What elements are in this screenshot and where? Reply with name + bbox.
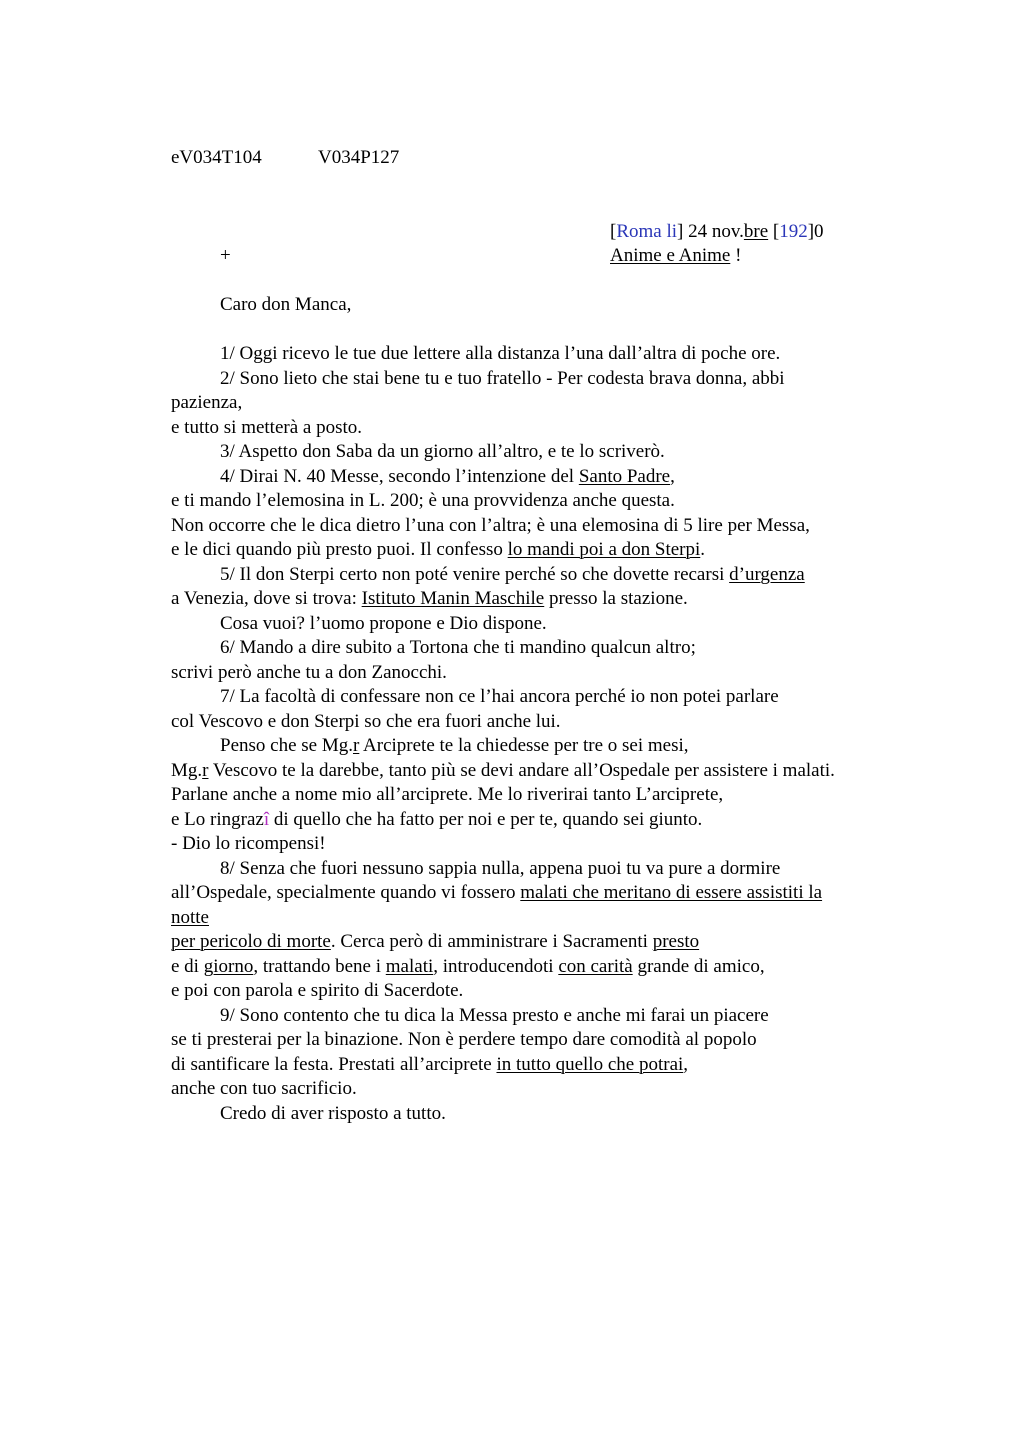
text-span: e di bbox=[171, 955, 204, 977]
underlined-text: con carità bbox=[558, 955, 633, 977]
text-line: anche con tuo sacrificio. bbox=[171, 1078, 357, 1099]
dateline bbox=[610, 220, 824, 245]
salutation: Caro don Manca, bbox=[220, 294, 352, 315]
text-line: Cosa vuoi? l’uomo propone e Dio dispone. bbox=[220, 612, 547, 634]
text-line: - Dio lo ricompensi! bbox=[171, 833, 326, 854]
text-line: Non occorre che le dica dietro l’una con l’altra; è una elemosina di 5 lire per Messa, bbox=[171, 514, 810, 536]
text-line bbox=[171, 906, 951, 931]
text-span: , introducendoti bbox=[433, 955, 559, 977]
text-line bbox=[171, 734, 951, 759]
text-line: Parlane anche a nome mio all’arciprete. Me lo riverirai tanto L’arciprete, bbox=[171, 784, 724, 805]
underlined-text: r bbox=[352, 735, 360, 756]
underlined-text: per pericolo di morte bbox=[171, 931, 331, 952]
underlined-text: malati bbox=[385, 955, 434, 977]
text-line bbox=[171, 538, 951, 563]
bracket: ] bbox=[677, 221, 684, 242]
text-line: 8/ Senza che fuori nessuno sappia nulla, appena puoi tu va pure a dormire bbox=[220, 857, 781, 879]
text-line: pazienza, bbox=[171, 392, 243, 413]
text-span: e le dici quando più presto puoi. Il confesso bbox=[171, 539, 508, 560]
text-line bbox=[171, 587, 951, 612]
cross-symbol: + bbox=[220, 245, 231, 266]
text-span: 5/ Il don Sterpi certo non poté venire perché so che dovette recarsi bbox=[220, 563, 730, 585]
text-line: 9/ Sono contento che tu dica la Messa presto e anche mi farai un piacere bbox=[220, 1004, 769, 1026]
place-name: Roma li bbox=[616, 221, 678, 242]
text-line: Credo di aver risposto a tutto. bbox=[220, 1102, 446, 1124]
text-span: Mg. bbox=[171, 759, 203, 781]
underlined-text: d’urgenza bbox=[729, 563, 805, 585]
motto-tail: ! bbox=[730, 245, 742, 266]
bracket: [ bbox=[768, 221, 780, 242]
motto-text: Anime e Anime bbox=[610, 245, 731, 266]
text-line: 1/ Oggi ricevo le tue due lettere alla distanza l’una dall’altra di poche ore. bbox=[220, 343, 781, 364]
text-line bbox=[171, 1053, 951, 1078]
year-inferred: 192 bbox=[779, 221, 808, 242]
text-line: se ti presterai per la binazione. Non è perdere tempo dare comodità al popolo bbox=[171, 1029, 757, 1050]
text-span: all’Ospedale, specialmente quando vi fossero bbox=[171, 882, 521, 903]
text-line: 6/ Mando a dire subito a Tortona che ti mandino qualcun altro; bbox=[220, 637, 696, 658]
text-span: 4/ Dirai N. 40 Messe, secondo l’intenzione del bbox=[220, 465, 579, 487]
text-line: e ti mando l’elemosina in L. 200; è una provvidenza anche questa. bbox=[171, 490, 675, 511]
text-line: 7/ La facoltà di confessare non ce l’hai ancora perché io non potei parlare bbox=[220, 686, 779, 707]
underlined-text: notte bbox=[171, 906, 209, 928]
date-abbrev: bre bbox=[743, 221, 769, 242]
underlined-text: Istituto Manin Maschile bbox=[361, 588, 545, 609]
text-span: Vescovo te la darebbe, tanto più se devi andare all’Ospedale per assistere i malati. bbox=[208, 759, 835, 781]
underlined-text: r bbox=[202, 759, 209, 781]
text-line bbox=[171, 465, 951, 490]
text-span: di quello che ha fatto per noi e per te, quando sei giunto. bbox=[269, 808, 703, 830]
underlined-text: giorno bbox=[203, 955, 254, 977]
text-line: 2/ Sono lieto che stai bene tu e tuo fratello - Per codesta brava donna, abbi bbox=[220, 367, 785, 389]
bracket: [ bbox=[610, 221, 617, 242]
text-line bbox=[171, 808, 951, 833]
text-span: Arciprete te la chiedesse per tre o sei mesi, bbox=[359, 735, 689, 756]
underlined-text: in tutto quello che potrai bbox=[496, 1053, 684, 1075]
text-span: , bbox=[670, 465, 675, 487]
text-span: Penso che se Mg. bbox=[220, 735, 353, 756]
text-line: col Vescovo e don Sterpi so che era fuori anche lui. bbox=[171, 710, 561, 732]
text-span: . bbox=[700, 539, 706, 560]
underlined-text: presto bbox=[652, 931, 700, 952]
text-span: grande di amico, bbox=[632, 955, 765, 977]
text-span: , trattando bene i bbox=[253, 955, 386, 977]
text-span: e Lo ringraz bbox=[171, 808, 264, 830]
text-span: di santificare la festa. Prestati all’arciprete bbox=[171, 1053, 497, 1075]
text-line: scrivi però anche tu a don Zanocchi. bbox=[171, 661, 447, 683]
underlined-text: malati che meritano di essere assistiti la bbox=[520, 882, 823, 903]
letter-body bbox=[171, 342, 951, 1126]
text-span: a Venezia, dove si trova: bbox=[171, 588, 362, 609]
underlined-text: lo mandi poi a don Sterpi bbox=[507, 539, 701, 560]
document-code: eV034T104 bbox=[171, 147, 262, 168]
text-line bbox=[171, 759, 951, 784]
text-line: e tutto si metterà a posto. bbox=[171, 416, 363, 438]
year-end: ]0 bbox=[807, 221, 824, 242]
text-line bbox=[171, 563, 951, 588]
text-line: 3/ Aspetto don Saba da un giorno all’altro, e te lo scriverò. bbox=[220, 441, 665, 462]
text-line bbox=[171, 955, 951, 980]
text-span: presso la stazione. bbox=[544, 588, 688, 609]
text-line bbox=[171, 881, 951, 906]
date: 24 nov. bbox=[683, 221, 744, 242]
editorial-mark: î bbox=[263, 808, 270, 830]
page-code: V034P127 bbox=[318, 147, 400, 168]
underlined-text: Santo Padre bbox=[578, 465, 671, 487]
text-line: e poi con parola e spirito di Sacerdote. bbox=[171, 980, 464, 1001]
text-line bbox=[171, 930, 951, 955]
motto bbox=[610, 244, 741, 269]
text-span: , bbox=[683, 1053, 689, 1075]
text-span: . Cerca però di amministrare i Sacramenti bbox=[330, 931, 653, 952]
